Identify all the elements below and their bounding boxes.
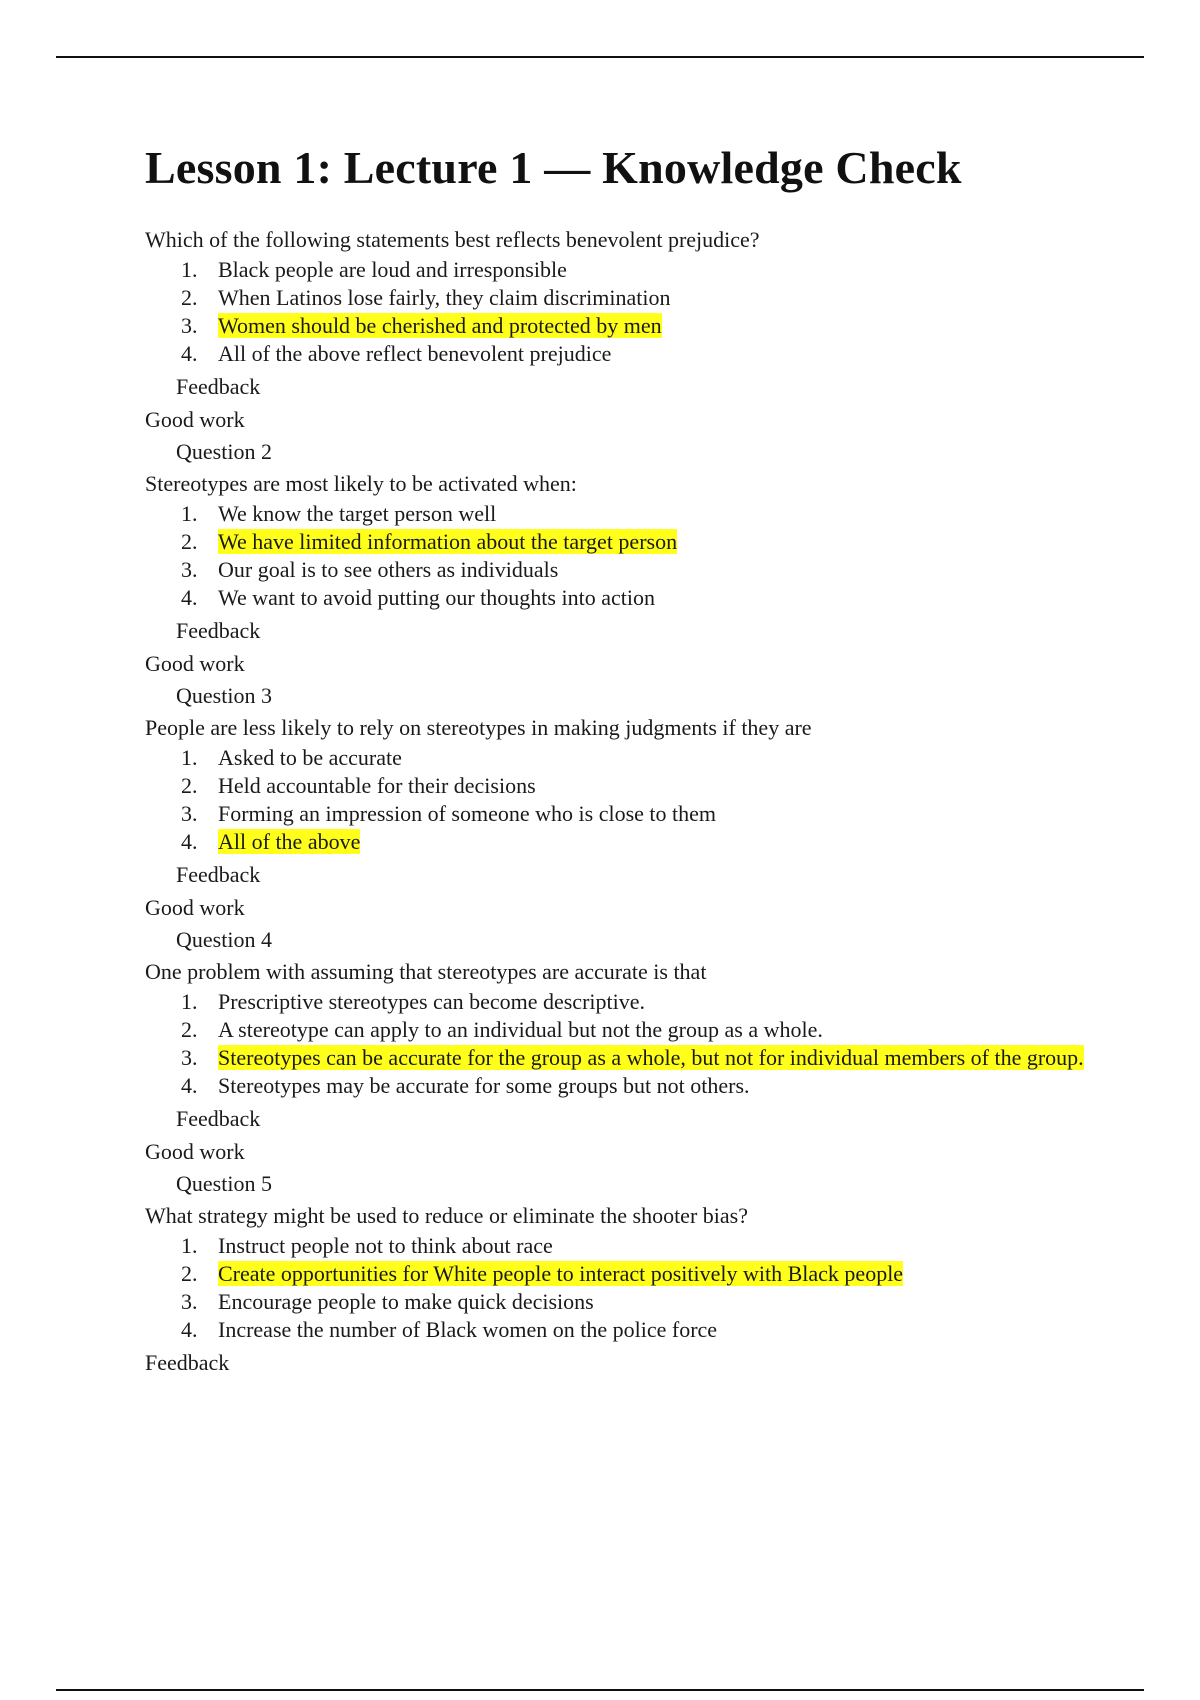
question-label: Question 4 — [176, 927, 272, 952]
question-1 — [145, 224, 1105, 435]
question-text: What strategy might be used to reduce or eliminate the shooter bias? — [145, 1203, 748, 1228]
feedback-text: Good work — [145, 651, 245, 676]
option: 4. All of the above reflect benevolent prejudice — [181, 341, 612, 366]
question-text: One problem with assuming that stereotypes are accurate is that — [145, 959, 707, 984]
option: 2. A stereotype can apply to an individual but not the group as a whole. — [181, 1017, 823, 1042]
option: 4. Stereotypes may be accurate for some groups but not others. — [181, 1073, 750, 1098]
option-correct-highlighted: 2. Create opportunities for White people to interact positively with Black people — [181, 1261, 904, 1286]
feedback-label: Feedback — [176, 618, 261, 643]
options-list — [145, 744, 1105, 856]
option-correct-highlighted: 3. Women should be cherished and protected by men — [181, 313, 662, 338]
feedback-text: Good work — [145, 407, 245, 432]
option: 4. We want to avoid putting our thoughts into action — [181, 585, 655, 610]
feedback-label: Feedback — [145, 1350, 230, 1375]
options-list — [145, 1232, 1105, 1344]
question-2 — [145, 435, 1105, 679]
option: 3. Our goal is to see others as individuals — [181, 557, 559, 582]
feedback-label: Feedback — [176, 1106, 261, 1131]
question-text: Stereotypes are most likely to be activated when: — [145, 471, 577, 496]
question-text: Which of the following statements best reflects benevolent prejudice? — [145, 227, 760, 252]
option: 1. Prescriptive stereotypes can become descriptive. — [181, 989, 646, 1014]
option: 4. Increase the number of Black women on the police force — [181, 1317, 718, 1342]
document-body — [145, 140, 1105, 1380]
feedback-text: Good work — [145, 1139, 245, 1164]
option: 1. Instruct people not to think about race — [181, 1233, 553, 1258]
options-list — [145, 256, 1105, 368]
top-rule — [56, 56, 1144, 58]
question-label: Question 3 — [176, 683, 272, 708]
question-4 — [145, 923, 1105, 1167]
option: 2. When Latinos lose fairly, they claim discrimination — [181, 285, 671, 310]
option: 2. Held accountable for their decisions — [181, 773, 536, 798]
question-text: People are less likely to rely on stereotypes in making judgments if they are — [145, 715, 812, 740]
options-list — [145, 500, 1105, 612]
bottom-rule — [56, 1689, 1144, 1691]
feedback-label: Feedback — [176, 862, 261, 887]
page-title: Lesson 1: Lecture 1 — Knowledge Check — [145, 142, 962, 193]
option: 1. Asked to be accurate — [181, 745, 402, 770]
question-5 — [145, 1167, 1105, 1380]
option-correct-highlighted: 3. Stereotypes can be accurate for the group as a whole, but not for individual members of the group. — [181, 1045, 1084, 1070]
question-3 — [145, 679, 1105, 923]
feedback-text: Good work — [145, 895, 245, 920]
feedback-label: Feedback — [176, 374, 261, 399]
option: 1. We know the target person well — [181, 501, 497, 526]
question-label: Question 2 — [176, 439, 272, 464]
options-list — [145, 988, 1105, 1100]
question-label: Question 5 — [176, 1171, 272, 1196]
option: 3. Encourage people to make quick decisions — [181, 1289, 594, 1314]
option: 3. Forming an impression of someone who is close to them — [181, 801, 716, 826]
option-correct-highlighted: 2. We have limited information about the target person — [181, 529, 678, 554]
option: 1. Black people are loud and irresponsible — [181, 257, 567, 282]
option-correct-highlighted: 4. All of the above — [181, 829, 361, 854]
